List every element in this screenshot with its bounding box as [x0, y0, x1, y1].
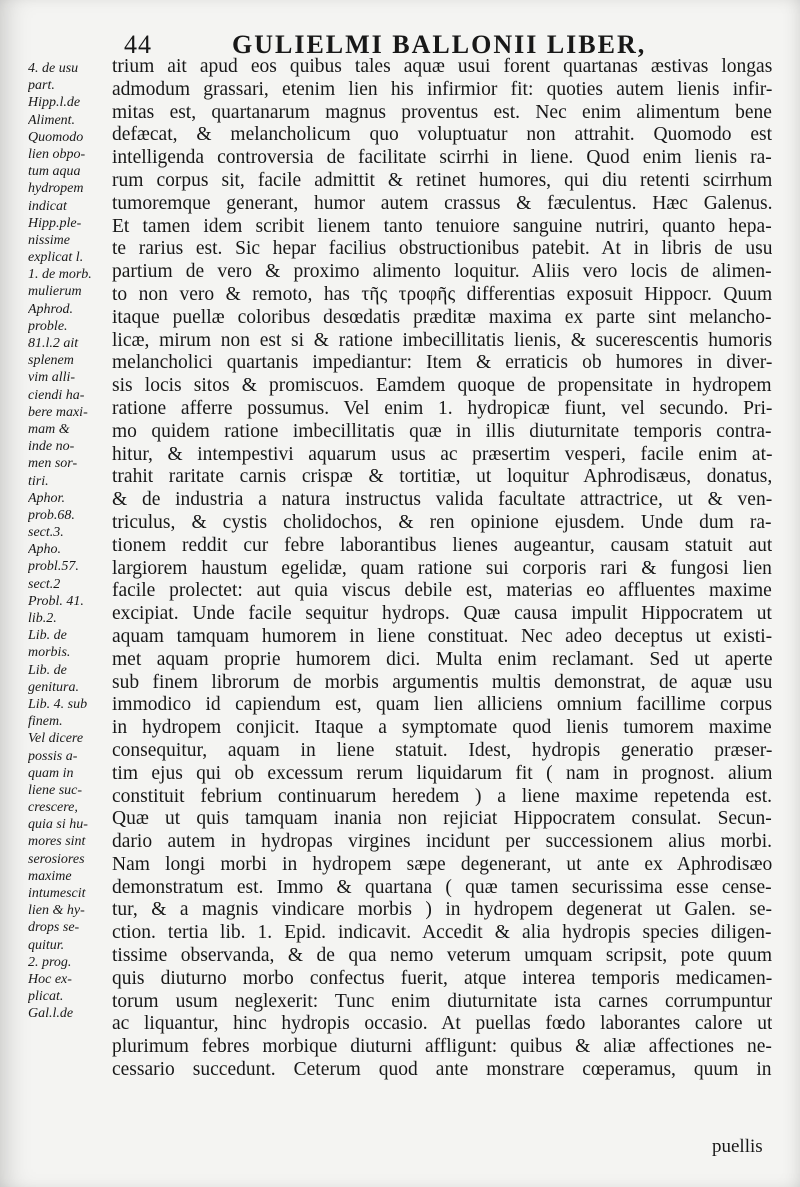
- text-line: tur, & a magnis vindicare morbis ) in hydropem degenerat ut Galen. se-: [112, 899, 772, 921]
- margin-note: Aliment.: [28, 112, 76, 128]
- margin-note: vim alli-: [28, 370, 76, 386]
- text-line: hitur, & intempestivi aquarum usus ac præsertim vesperi, facile enim at-: [112, 443, 772, 465]
- text-line: mitas est, quartanarum magnus proventus est. Nec enim alimentum bene: [112, 101, 772, 123]
- text-line: sis locis sitos & promiscuos. Eamdem quoque de propensitate in hydropem: [112, 375, 772, 397]
- text-line: facile prolectet: aut quia viscus debile est, materias eo affluentes maxime: [112, 580, 772, 602]
- page-number: 44: [124, 30, 152, 59]
- margin-note: Quomodo: [28, 129, 84, 145]
- margin-note: maxime: [28, 868, 72, 884]
- text-line: excipiat. Unde facile sequitur hydrops. Quæ causa impulit Hippocratem ut: [112, 603, 772, 625]
- text-line: licæ, mirum non est si & ratione imbecillitatis lienis, & sucerescentis humoris: [112, 329, 772, 351]
- text-line: consequitur, aquam in liene statuit. Idest, hydropis generatio præser-: [112, 739, 772, 761]
- margin-note: sect.2: [28, 576, 61, 592]
- text-line: triculus, & cystis cholidochos, & ren opinione ejusdem. Unde dum ra-: [112, 511, 772, 533]
- margin-note: bere maxi-: [28, 404, 88, 420]
- margin-notes: [28, 60, 120, 1023]
- margin-note: intumescit: [28, 886, 86, 901]
- text-line: intelligenda controversia de facilitate scirrhi in liene. Quod enim lienis ra-: [112, 147, 772, 169]
- margin-note: ciendi ha-: [28, 387, 85, 403]
- text-line: ac liquantur, hinc hydropis occasio. At puellas fœdo laborantes calore ut: [112, 1013, 772, 1035]
- text-line: Quæ ut quis tamquam inania non rejiciat Hippocratem consulat. Secun-: [112, 808, 772, 830]
- text-line: itaque puellæ coloribus desœdatis præditæ maxima ex parte sint melancho-: [112, 306, 772, 328]
- margin-note: probl.57.: [28, 559, 79, 575]
- text-line: dario autem in hydropas virgines incidunt per successionem alius morbi.: [112, 831, 772, 853]
- margin-note: Aphor.: [28, 490, 65, 506]
- text-line: torum usum neglexerit: Tunc enim diuturnitate ista carnes corrumpuntur: [112, 990, 772, 1012]
- margin-note: hydropem: [28, 181, 84, 197]
- margin-note: Aphrod.: [28, 301, 73, 317]
- text-line: immodico id capiendum est, quam lien alliciens omnium facillime corpus: [112, 694, 772, 716]
- margin-note: men sor-: [28, 456, 78, 472]
- text-line: quis diuturno morbo confectus fuerit, atque interea temporis medicamen-: [112, 967, 772, 989]
- margin-note: quia si hu-: [28, 817, 88, 833]
- margin-note: mulierum: [28, 284, 82, 300]
- margin-note: prob.68.: [28, 507, 75, 523]
- body-text: [112, 56, 772, 1082]
- margin-note: lien obpo-: [28, 146, 86, 162]
- text-line: mo quidem ratione imbecillitatis quæ in illis diuturnitate temporis contra-: [112, 420, 772, 442]
- text-line: te rarius est. Sic hepar facilius obstructionibus patebit. At in libris de usu: [112, 238, 772, 260]
- margin-note: liene suc-: [28, 782, 83, 798]
- margin-note: quam in: [28, 765, 74, 781]
- text-line: admodum grassari, etenim lien his infirmior fit: quoties autem lienis infir-: [112, 78, 772, 100]
- text-line: largiorem haustum egelidæ, quam ratione sui corporis rari & fungosi lien: [112, 557, 772, 579]
- margin-note: 81.l.2 ait: [28, 336, 79, 351]
- text-line: plurimum febres morbique diuturni affligunt: quibus & aliæ affectiones ne-: [112, 1036, 772, 1058]
- margin-note: Hipp.ple-: [28, 215, 82, 231]
- text-line: constituit febrium continuarum heredem ) a liene maxime repetenda est.: [112, 785, 772, 807]
- margin-note: genitura.: [28, 679, 79, 695]
- text-line: melancholici quartanis impediantur: Item & erraticis ob humores in diver-: [112, 352, 772, 374]
- margin-note: lib.2.: [28, 611, 57, 626]
- text-line: tumoremque generant, humor autem crassus & fæculentus. Hæc Galenus.: [112, 192, 772, 214]
- margin-note: part.: [28, 78, 55, 94]
- margin-note: finem.: [28, 714, 63, 730]
- margin-note: Probl. 41.: [28, 593, 84, 609]
- margin-note: crescere,: [28, 800, 78, 816]
- margin-note: Lib. 4. sub: [28, 696, 88, 712]
- margin-note: Vel dicere: [28, 731, 84, 747]
- margin-note: nissime: [28, 232, 70, 248]
- margin-note: Lib. de: [28, 628, 67, 644]
- margin-note: tiri.: [28, 473, 49, 489]
- text-line: tissime observanda, & de qua nemo veterum umquam scripsit, pote quum: [112, 945, 772, 967]
- margin-note: morbis.: [28, 645, 71, 661]
- margin-note: indicat: [28, 198, 67, 214]
- margin-note: explicat l.: [28, 250, 84, 266]
- margin-note: quitur.: [28, 937, 65, 953]
- margin-note: mores sint: [28, 834, 86, 850]
- margin-note: 1. de morb.: [28, 267, 92, 283]
- margin-note: tum aqua: [28, 164, 81, 180]
- margin-note: splenem: [28, 353, 74, 369]
- margin-note: Hoc ex-: [28, 971, 72, 987]
- margin-note: possis a-: [28, 748, 78, 764]
- margin-note: 2. prog.: [28, 954, 72, 970]
- text-line: defæcat, & melancholicum quo voluptuatur non attrahit. Quomodo est: [112, 124, 772, 146]
- margin-note: plicat.: [28, 989, 64, 1005]
- text-line: & de industria a natura instructus valida facultate attractrice, ut & ven-: [112, 489, 772, 511]
- text-line: trium ait apud eos quibus tales aquæ usui forent quartanas æstivas longas: [112, 56, 772, 77]
- text-line: trahit raritate carnis crispæ & tortitiæ, ut loquitur Aphrodisæus, donatus,: [112, 466, 772, 488]
- margin-note: mam &: [28, 421, 70, 437]
- margin-note: sect.3.: [28, 525, 64, 541]
- text-line: tionem reddit cur febre laborantibus lienes augeantur, causam statuit aut: [112, 534, 772, 556]
- text-line: to non vero & remoto, has τῆς τροφῆς differentias exposuit Hippocr. Quum: [112, 283, 772, 305]
- text-line: aquam tamquam humorem in liene constituat. Nec adeo deceptus ut existi-: [112, 625, 772, 647]
- text-line: ratione afferre possumus. Vel enim 1. hydropicæ fiunt, vel secundo. Pri-: [112, 397, 772, 419]
- margin-note: inde no-: [28, 439, 75, 455]
- text-line: partium de vero & proximo alimento loquitur. Aliis vero locis de alimen-: [112, 261, 772, 283]
- text-line: in hydropem conjicit. Itaque a symptomate quod lienis tumorem maxime: [112, 717, 772, 739]
- text-line: rum corpus sit, facile admittit & retinet humores, qui diu retenti scirrhum: [112, 169, 772, 191]
- text-line: Nam longi morbi in hydropem sæpe degenerant, ut ante ex Aphrodisæo: [112, 853, 772, 875]
- margin-note: 4. de usu: [28, 61, 79, 76]
- text-line: tim ejus qui ob excessum rerum liquidarum fit ( nam in prognost. alium: [112, 762, 772, 784]
- text-line: demonstratum est. Immo & quartana ( quæ tamen securissima esse cense-: [112, 876, 772, 898]
- text-line: sub finem librorum de morbis argumentis multis demonstrat, de aquæ usu: [112, 671, 772, 693]
- margin-note: serosiores: [28, 851, 85, 867]
- margin-note: Lib. de: [28, 662, 67, 678]
- margin-note: Apho.: [28, 542, 62, 558]
- margin-note: drops se-: [28, 920, 80, 936]
- text-line: met aquam proprie humorem dici. Multa enim reclamant. Sed ut aperte: [112, 648, 772, 670]
- margin-note: lien & hy-: [28, 903, 85, 919]
- margin-note: Gal.l.de: [28, 1006, 74, 1022]
- text-line: ction. tertia lib. 1. Epid. indicavit. Accedit & alia hydropis species diligen-: [112, 922, 772, 944]
- margin-note: proble.: [28, 318, 68, 334]
- running-head: GULIELMI BALLONII LIBER,: [232, 30, 647, 59]
- catchword: puellis: [712, 1136, 763, 1157]
- margin-note: Hipp.l.de: [28, 95, 81, 111]
- text-line: Et tamen idem scribit lienem tanto tenuiore sanguine nutriri, quanto hepa-: [112, 215, 772, 237]
- text-line: cessario succedunt. Ceterum quod ante monstrare cœperamus, quum in: [112, 1059, 772, 1081]
